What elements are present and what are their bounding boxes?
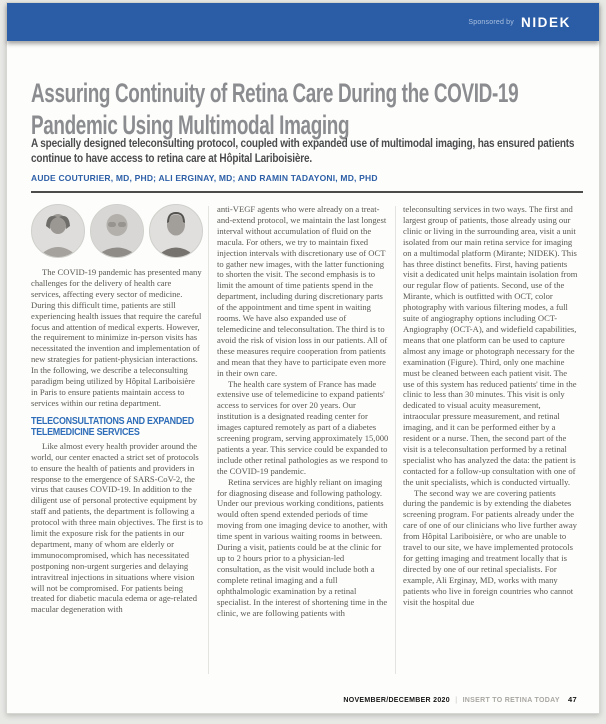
body-paragraph: The second way we are covering patients during the pandemic is by extending the diabetes screening program. For patients already under the care of one of our clinicians who live further away from Hôpital Lariboisière, or who are unable to travel to our site, we have implemented protocols for getting imaging and treatment locally that is directed by one of our retinal specialists. For example, Ali Erginay, MD, works with many patients who live in foreign countries who cannot visit the hospital due (403, 487, 577, 607)
column-divider-2 (395, 206, 396, 674)
portrait-silhouette-icon (91, 205, 143, 257)
author-byline: AUDE COUTURIER, MD, PHD; ALI ERGINAY, MD; AND RAMIN TADAYONI, MD, PHD (31, 173, 378, 183)
body-paragraph: The COVID-19 pandemic has presented many challenges for the delivery of health care services, affecting every sector of medicine. During this difficult time, patients are still experiencing health issues that require the careful focus and attention of medical experts. However, the requirement to minimize in-person visits has necessitated the invention and implementation of new strategies for patient-physician interactions. In the following, we describe a teleconsulting paradigm being utilized by Hôpital Lariboisière in Paris to ensure patients maintain access to services within our retina department. (31, 267, 202, 408)
author-photo-3 (149, 204, 203, 258)
nidek-logo: NIDEK (520, 14, 571, 30)
column-divider-1 (208, 206, 209, 674)
article-title: Assuring Continuity of Retina Care During the COVID-19 Pandemic Using Multimodal Imaging (31, 78, 519, 141)
text-column-2 (217, 204, 389, 618)
author-photos (31, 204, 203, 258)
body-paragraph: teleconsulting services in two ways. The first and largest group of patients, those already using our clinic or living in the surrounding area, visit a unit isolated from our main retina service for imaging on a multimodal platform (Mirante; NIDEK). This has three distinct benefits. First, having patients visit a dedicated unit helps maintain isolation from our regular flow of patients. Second, use of the Mirante, which is outfitted with OCT, color photography with various filtering modes, a full suite of angiography options including OCT-Angiography (OCT-A), and widefield capabilities, means that one platform can be used to capture almost any image or photograph necessary for the examination (Figure). Third, only one machine must be cleaned between each patient visit. The use of this system has reduced patients' time in the clinic to less than 30 minutes. This visit is only dedicated to visual acuity measurement, intraocular pressure measurement, and retinal imaging, and it can be performed either by a resident or a nurse. Then, the second part of the visit is a teleconsultation performed by a retinal specialist who has analyzed the data: the patient is contacted for a follow-up consultation with one of the unit specialists, which is conducted virtually. (403, 204, 578, 487)
column-1-text (31, 267, 203, 615)
author-photo-1 (31, 204, 85, 258)
text-column-1 (31, 204, 203, 615)
issue-date: NOVEMBER/DECEMBER 2020 (343, 697, 450, 704)
sponsored-by-label: Sponsored by (468, 18, 514, 26)
body-paragraph: Like almost every health provider around the world, our center enacted a strict set of protocols to ensure the health of patients and providers in response to the emergence of SARS-CoV-2, the virus that causes COVID-19. In addition to the diligent use of personal protective equipment by staff and patients, the department is following a protocol with three main objectives. The first is to limit the exposure risk for the patients in our department, many of whom are elderly or immunocompromised, which has necessitated postponing non-urgent surgeries and delaying intravitreal injections in situations where vision will not be compromised. For patients being treated for diabetic macula edema or age-related macular degeneration with (31, 440, 203, 615)
page-number: 47 (568, 695, 577, 704)
header-divider (31, 191, 583, 193)
text-column-3 (403, 204, 579, 608)
page-footer (343, 695, 577, 704)
article-page (6, 2, 600, 714)
article-subtitle: A specially designed teleconsulting protocol, coupled with expanded use of multimodal imaging, has ensured patients continue to have access to retina care at Hôpital Lariboisière. (31, 138, 575, 165)
sponsor-banner (7, 3, 599, 41)
portrait-silhouette-icon (150, 205, 202, 257)
publication-name: INSERT TO RETINA TODAY (462, 697, 560, 704)
section-heading: TELECONSULTATIONS AND EXPANDED TELEMEDICINE SERVICES (31, 414, 194, 439)
portrait-silhouette-icon (32, 205, 84, 257)
body-paragraph: The health care system of France has made extensive use of telemedicine to expand patients' access to services for over 20 years. Our institution is a designated reading center for images captured remotely as part of a diabetes screening program, serving approximately 15,000 patients a year. This service could be expanded to include other retinal pathologies as we respond to the COVID-19 pandemic. (217, 378, 389, 476)
author-photo-2 (90, 204, 144, 258)
body-paragraph: anti-VEGF agents who were already on a treat-and-extend protocol, we maintain the last longest interval without accumulation of fluid on the macula. For others, we try to maintain fixed injection intervals with discretionary use of OCT to gather new images, with the latter functioning to shorten the visit. The second emphasis is to limit the amount of time patients spend in the department, including during discretionary parts of the appointment and time spent in waiting rooms. We have also expanded use of telemedicine and teleconsultation. The third is to avoid the risk of vision loss in our patients. All of these measures require cooperation from patients and mean that they have to participate even more in their own care. (217, 204, 388, 378)
footer-separator: | (455, 697, 458, 704)
body-paragraph: Retina services are highly reliant on imaging for diagnosing disease and following pathology. Under our previous working conditions, patients would often spend extended periods of time moving from one imaging device to another, with time spent in various waiting rooms in between. During a visit, patients could be at the clinic for up to 2 hours prior to a physician-led consultation, as the visit would include both a complete retinal imaging and a full ophthalmologic examination by a retinal specialist. In the interest of shortening time in the clinic, we are following patients with (217, 476, 388, 618)
